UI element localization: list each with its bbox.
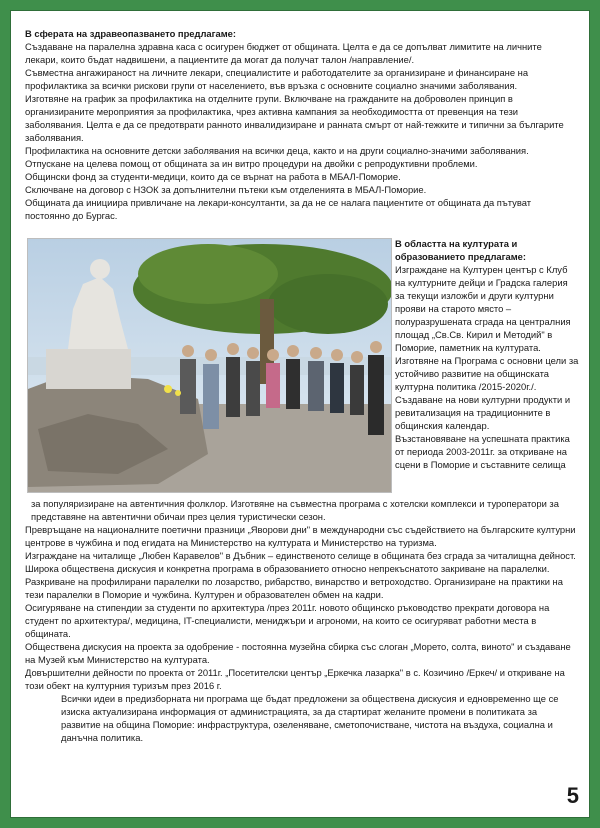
health-paragraph: Отпускане на целева помощ от общината за ин витро процедури на двойки с репродуктивни проблеми.	[25, 158, 478, 169]
health-paragraph: Създаване на паралелна здравна каса с осигурен бюджет от общината. Целта е да се допълват лимитите на личните лекари, които бъдат надвишени, а пациентите да могат да получат талон /направление/.	[25, 41, 542, 65]
culture-paragraph: Разкриване на профилирани паралелки по лозарство, рибарство, винарство и ветроходство. Организиране на практики на тези паралелки в Поморие и чужбина. Културен и образователен обмен на кадри.	[25, 576, 563, 600]
culture-paragraph: Възстановяване на успешната практика от периода 2003-2011г. за откриване на сцени в Поморие и съставните селища	[395, 433, 570, 470]
health-section	[25, 27, 577, 222]
photo-illustration	[28, 239, 391, 492]
culture-main	[25, 497, 577, 744]
culture-paragraph: Обществена дискусия на проекта за одобрение - постоянна музейна сбирка със слоган „Морето, солта, виното" и създаване на Музей към Министерство на културата.	[25, 641, 571, 665]
culture-heading: В областта на културата и образованието предлагаме:	[395, 238, 527, 262]
culture-paragraph: Превръщане на националните поетични празници „Яворови дни" в международни със съдействието на българските културни центрове в чужбина и под егидата на Министерство на културата и Министерство на туризма.	[25, 524, 576, 548]
closing-paragraph: Всички идеи в предизборната ни програма ще бъдат предложени за обществена дискусия и едновременно ще се изиска актуализирана информация от администрацията, за да стартират желаните промени в политиката за развитие на община Поморие: инфраструктура, озеленяване, сметопочистване, чистота на въздуха, социална и данъчна политика.	[61, 693, 559, 743]
health-paragraph: Общински фонд за студенти-медици, които да се върнат на работа в МБАЛ-Поморие.	[25, 171, 401, 182]
health-paragraph: Изготвяне на график за профилактика на отделните групи. Включване на гражданите на доброволен принцип в организираните мероприятия за профилактика, чрез активна кампания за необходимостта от превенция на тези заболявания. Целта е да се предотврати ранното инвалидизиране и ранната смърт от най-тежките и типични за българите заболявания.	[25, 93, 564, 143]
health-paragraph: Профилактика на основните детски заболявания на всички деца, както и на други социално-значими заболявания.	[25, 145, 529, 156]
culture-paragraph: Изграждане на читалище „Любен Каравелов" в Дъбник – единственото селище в общината без сграда за читалищна дейност.	[25, 550, 576, 561]
culture-paragraph: Изграждане на Културен център с Клуб на културните дейци и Градска галерия за текущи изложби и други културни прояви на старото място – полуразрушената сграда на централния площад „Св.Св. Кирил и Методий" в Поморие, паметник на културата.	[395, 264, 571, 353]
culture-continuation: за популяризиране на автентичния фолклор. Изготвяне на съвместна програма с хотелски комплекси и туроператори за представяне на автентични обичаи през целия туристически сезон.	[31, 498, 559, 522]
culture-paragraph: Осигуряване на стипендии за студенти по архитектура /през 2011г. новото общинско ръководство прекрати договора на студент по архитектура/, медицина, IT-специалисти, мениджъри и агрономи, на които се осигуряват работни места в общината.	[25, 602, 550, 639]
culture-paragraph: Широка обществена дискусия и конкретна програма в образованието относно непрекъснатото закриване на паралелки.	[25, 563, 550, 574]
culture-paragraph: Изготвяне на Програма с основни цели за устойчиво развитие на общинската културна политика /2015-2020г./.	[395, 355, 579, 392]
health-paragraph: Съвместна ангажираност на личните лекари, специалистите и работодателите за организиране и финансиране на профилактика за всички рискови групи от населението, във връзка с основните социално значими заболявания.	[25, 67, 529, 91]
culture-paragraph: Създаване на нови културни продукти и ревитализация на традиционните в общинския календар.	[395, 394, 571, 431]
document-page	[10, 10, 590, 818]
page-number: 5	[566, 783, 579, 808]
health-heading: В сферата на здравеопазването предлагаме:	[25, 28, 237, 39]
culture-paragraph: Довършителни дейности по проекта от 2011г. „Посетителски център „Еркечка лазарка" в с. Козичино /Еркеч/ и откриване на този обект на културния туризъм през 2016 г.	[25, 667, 565, 691]
culture-side-column	[395, 237, 579, 471]
monument-photo	[27, 238, 392, 493]
health-paragraph: Сключване на договор с НЗОК за допълнителни пътеки към отделенията в МБАЛ-Поморие.	[25, 184, 427, 195]
health-paragraph: Общината да инициира привличане на лекари-консултанти, за да не се налага пациентите от общината да пътуват постоянно до Бургас.	[25, 197, 532, 221]
